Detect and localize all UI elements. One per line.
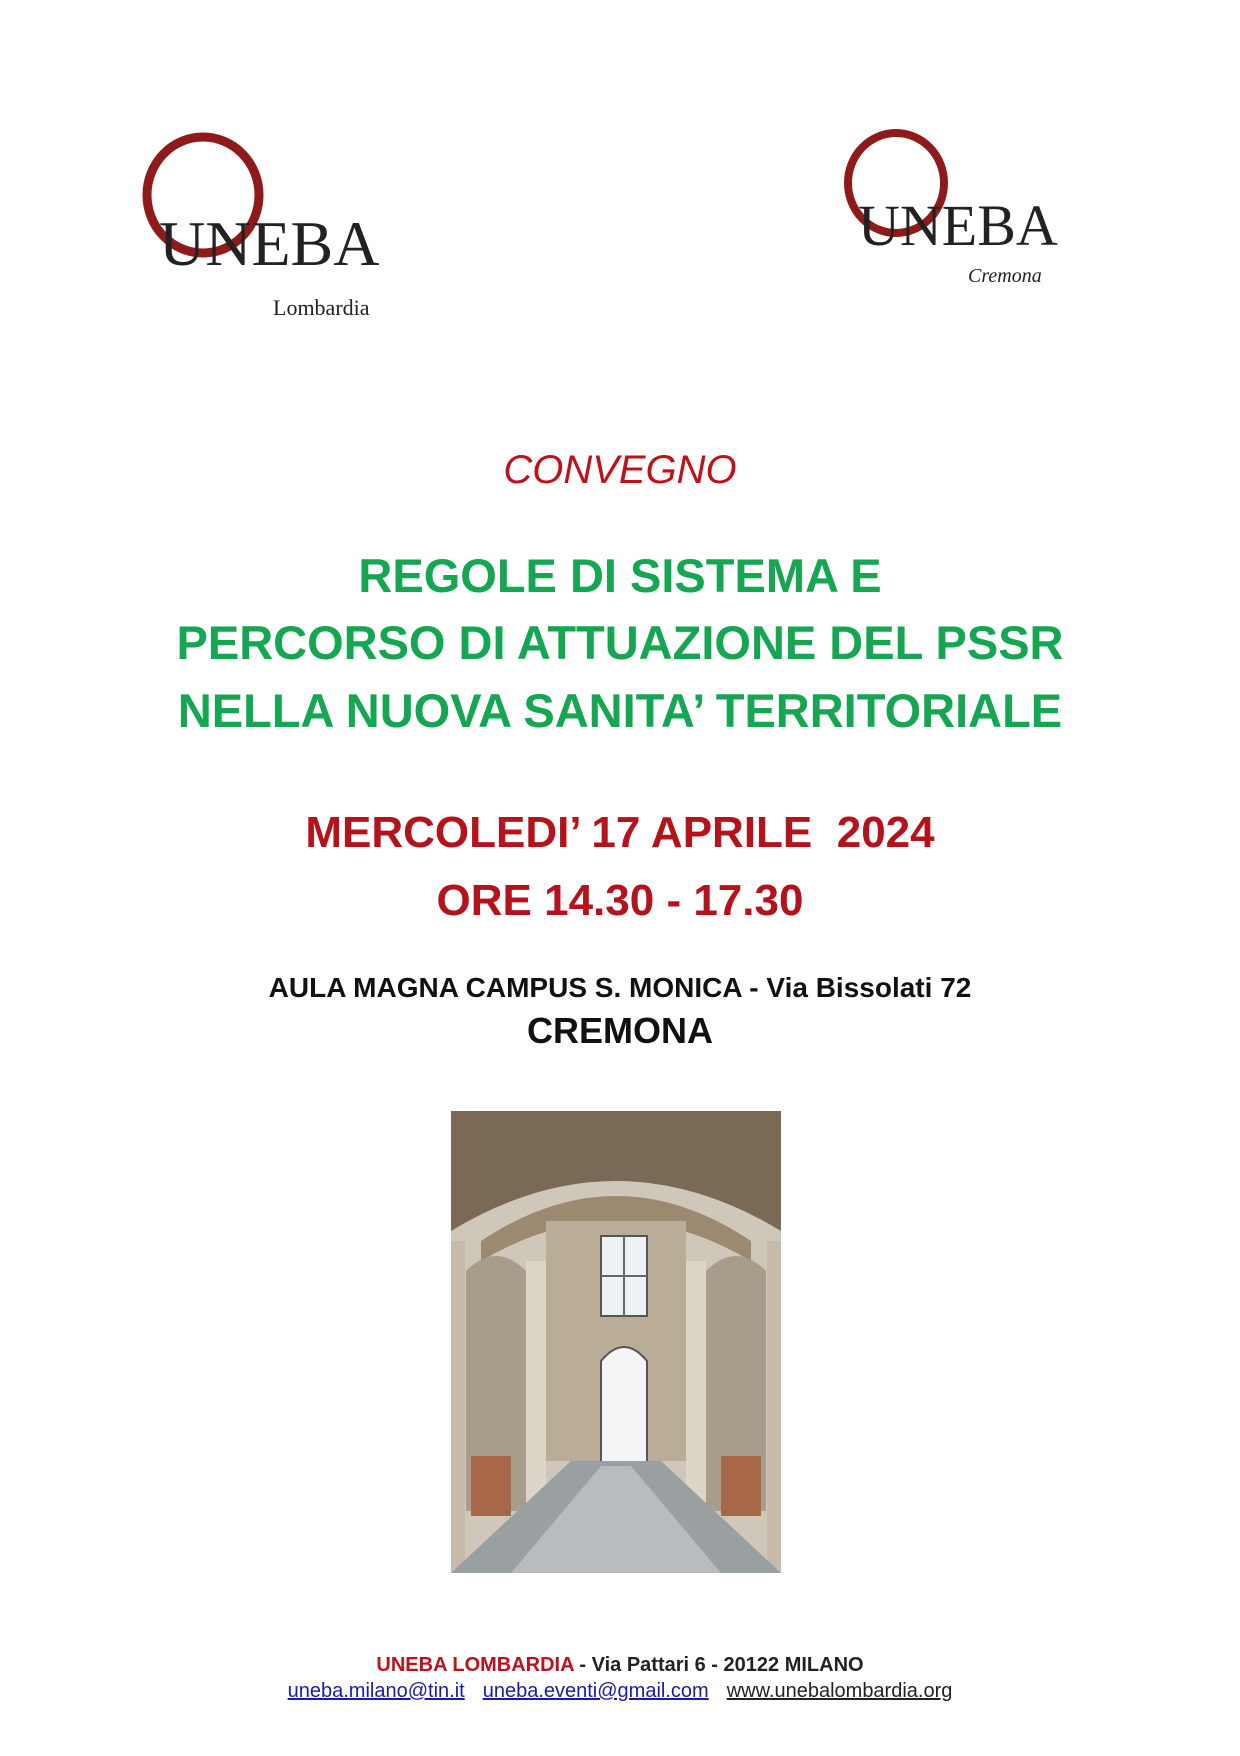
uneba-cremona-logo bbox=[838, 127, 1068, 297]
title-line-2: PERCORSO DI ATTUAZIONE DEL PSSR bbox=[176, 616, 1064, 669]
event-venue: AULA MAGNA CAMPUS S. MONICA - Via Bissolati 72 bbox=[268, 972, 972, 1003]
event-city: CREMONA bbox=[527, 1010, 713, 1051]
logo-wordmark-un: UNEBA bbox=[159, 208, 380, 279]
uneba-lombardia-logo bbox=[135, 135, 395, 325]
footer-street: - Via Pattari 6 - 20122 MILANO bbox=[573, 1654, 864, 1676]
event-type-label: CONVEGNO bbox=[503, 448, 737, 492]
title-line-1: REGOLE DI SISTEMA E bbox=[358, 549, 882, 602]
aula-magna-photo bbox=[451, 1111, 781, 1573]
footer-address bbox=[0, 1654, 1240, 1677]
title-line-3: NELLA NUOVA SANITA’ TERRITORIALE bbox=[177, 684, 1063, 737]
logo-subtitle: Cremona bbox=[968, 265, 1042, 287]
logo-subtitle: Lombardia bbox=[273, 295, 370, 320]
footer-contacts bbox=[0, 1680, 1240, 1703]
website-link[interactable]: www.unebalombardia.org bbox=[726, 1680, 953, 1702]
email-link-milano[interactable]: uneba.milano@tin.it bbox=[287, 1680, 465, 1702]
event-time: ORE 14.30 - 17.30 bbox=[436, 876, 804, 925]
logo-wordmark: UNEBA bbox=[858, 193, 1058, 258]
event-date: MERCOLEDI’ 17 APRILE 2024 bbox=[305, 808, 935, 857]
email-link-eventi[interactable]: uneba.eventi@gmail.com bbox=[482, 1680, 709, 1702]
footer-org: UNEBA LOMBARDIA bbox=[376, 1654, 574, 1676]
